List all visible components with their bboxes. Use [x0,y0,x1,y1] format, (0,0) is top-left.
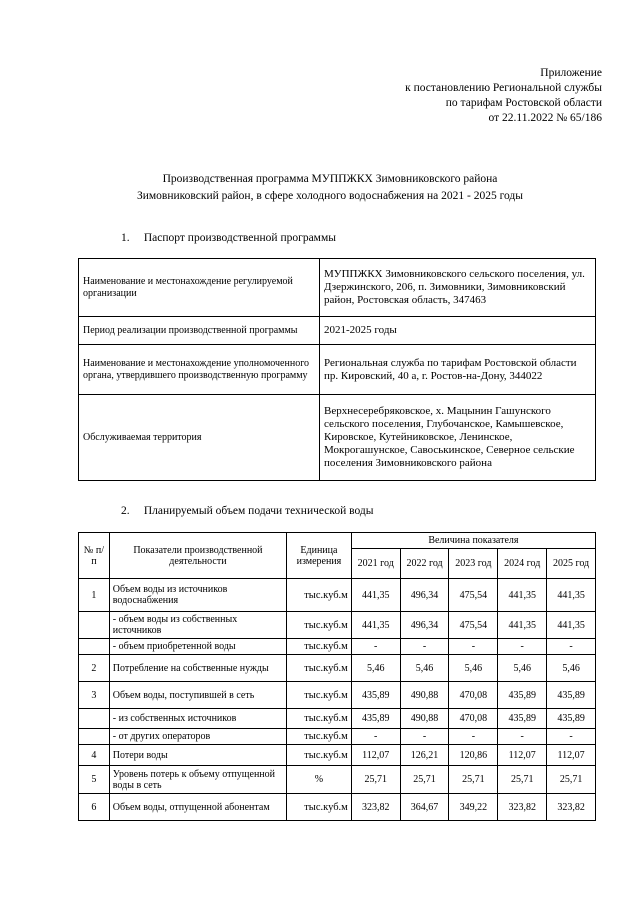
header-year: 2025 год [547,549,596,579]
table-row [79,682,596,709]
row-value: 126,21 [400,745,449,766]
row-indicator: - из собственных источников [109,709,286,729]
section-1-title: Паспорт производственной программы [143,232,336,244]
row-value: 441,35 [351,612,400,639]
row-value: - [400,729,449,745]
passport-row [79,317,596,345]
row-value: 470,08 [449,682,498,709]
passport-value: МУППЖКХ Зимовниковского сельского поселения, ул. Дзержинского, 206, п. Зимовники, Зимовниковский район, Ростовская область, 347463 [320,259,596,317]
row-value: 25,71 [400,766,449,794]
row-indicator: Уровень потерь к объему отпущенной воды в сеть [109,766,286,794]
row-value: 490,88 [400,709,449,729]
document-title [60,171,600,205]
row-number: 2 [79,655,110,682]
table-row [79,794,596,821]
row-value: 25,71 [498,766,547,794]
passport-value: Верхнесеребряковское, х. Мацынин Гашунского сельского поселения, Глубочанское, Камышевское, Кировское, Кутейниковское, Ленинское, Мокрогашунское, Савоськинское, Северное сельские поселения Зимовниковского района [320,395,596,481]
header-indicator: Показатели производственной деятельности [109,533,286,579]
row-unit: тыс.куб.м [287,612,352,639]
section-1-number: 1. [121,232,130,244]
row-value: 349,22 [449,794,498,821]
row-unit: тыс.куб.м [287,794,352,821]
row-value: 441,35 [498,612,547,639]
row-number [79,729,110,745]
passport-table [78,258,596,481]
appendix-line-2: к постановлению Региональной службы [405,82,602,94]
passport-row [79,395,596,481]
table-row [79,709,596,729]
row-value: 112,07 [351,745,400,766]
passport-label: Наименование и местонахождение уполномоченного органа, утвердившего производственную программу [79,345,320,395]
row-value: 25,71 [351,766,400,794]
table-row [79,655,596,682]
row-value: 323,82 [351,794,400,821]
row-value: - [498,729,547,745]
section-1-heading [121,232,336,244]
row-value: - [351,729,400,745]
row-indicator: Потребление на собственные нужды [109,655,286,682]
title-line-1: Производственная программа МУППЖКХ Зимовниковского района [162,173,498,185]
row-value: 120,86 [449,745,498,766]
passport-row [79,345,596,395]
row-unit: % [287,766,352,794]
header-number: № п/п [79,533,110,579]
row-indicator: - объем приобретенной воды [109,639,286,655]
row-number: 6 [79,794,110,821]
row-value: - [547,729,596,745]
row-unit: тыс.куб.м [287,745,352,766]
row-value: 323,82 [498,794,547,821]
row-value: - [449,729,498,745]
row-value: 470,08 [449,709,498,729]
section-2-title: Планируемый объем подачи технической воды [143,505,374,517]
row-value: 25,71 [547,766,596,794]
appendix-line-4: от 22.11.2022 № 65/186 [488,112,602,124]
passport-value-line: Региональная служба по тарифам Ростовской области [324,356,577,369]
row-unit: тыс.куб.м [287,729,352,745]
row-value: - [498,639,547,655]
row-value: 441,35 [351,579,400,612]
row-number [79,639,110,655]
row-value: 5,46 [498,655,547,682]
passport-value: 2021-2025 годы [320,317,596,345]
row-number [79,709,110,729]
row-value: 441,35 [547,579,596,612]
row-value: 112,07 [547,745,596,766]
row-value: 435,89 [351,709,400,729]
row-value: 496,34 [400,612,449,639]
row-value: 441,35 [547,612,596,639]
passport-value [320,345,596,395]
passport-label: Обслуживаемая территория [79,395,320,481]
header-year: 2021 год [351,549,400,579]
row-unit: тыс.куб.м [287,579,352,612]
appendix-line-3: по тарифам Ростовской области [445,97,602,109]
table-header-row [79,533,596,549]
table-row [79,579,596,612]
row-value: 323,82 [547,794,596,821]
row-indicator: Объем воды, отпущенной абонентам [109,794,286,821]
row-number [79,612,110,639]
row-indicator: - объем воды из собственных источников [109,612,286,639]
row-value: 490,88 [400,682,449,709]
row-value: 25,71 [449,766,498,794]
row-value: 5,46 [449,655,498,682]
row-value: 364,67 [400,794,449,821]
passport-row [79,259,596,317]
row-number: 1 [79,579,110,612]
row-value: 435,89 [547,682,596,709]
row-value: - [351,639,400,655]
row-value: 496,34 [400,579,449,612]
row-indicator: Потери воды [109,745,286,766]
table-row [79,612,596,639]
header-year: 2022 год [400,549,449,579]
row-value: - [449,639,498,655]
header-value-group: Величина показателя [351,533,595,549]
row-value: 5,46 [547,655,596,682]
row-value: 435,89 [547,709,596,729]
row-number: 3 [79,682,110,709]
passport-label: Наименование и местонахождение регулируемой организации [79,259,320,317]
row-value: - [400,639,449,655]
table-row [79,729,596,745]
header-unit: Единица измерения [287,533,352,579]
section-2-number: 2. [121,505,130,517]
section-2-heading [121,505,374,517]
row-unit: тыс.куб.м [287,709,352,729]
row-value: 5,46 [351,655,400,682]
row-number: 5 [79,766,110,794]
table-row [79,745,596,766]
row-indicator: - от других операторов [109,729,286,745]
row-indicator: Объем воды из источников водоснабжения [109,579,286,612]
passport-label: Период реализации производственной программы [79,317,320,345]
row-unit: тыс.куб.м [287,639,352,655]
appendix-header [405,66,602,126]
row-value: 112,07 [498,745,547,766]
row-value: 435,89 [498,709,547,729]
row-value: - [547,639,596,655]
passport-value-address: пр. Кировский, 40 а, г. Ростов-на-Дону, 344022 [324,369,543,382]
row-indicator: Объем воды, поступившей в сеть [109,682,286,709]
appendix-line-1: Приложение [540,67,602,79]
row-number: 4 [79,745,110,766]
header-year: 2023 год [449,549,498,579]
title-line-2: Зимовниковский район, в сфере холодного водоснабжения на 2021 - 2025 годы [136,190,524,202]
row-value: 441,35 [498,579,547,612]
row-value: 5,46 [400,655,449,682]
table-row [79,639,596,655]
row-value: 475,54 [449,579,498,612]
row-value: 435,89 [351,682,400,709]
row-value: 435,89 [498,682,547,709]
row-unit: тыс.куб.м [287,655,352,682]
row-unit: тыс.куб.м [287,682,352,709]
row-value: 475,54 [449,612,498,639]
water-volume-table [78,532,596,821]
table-row [79,766,596,794]
header-year: 2024 год [498,549,547,579]
